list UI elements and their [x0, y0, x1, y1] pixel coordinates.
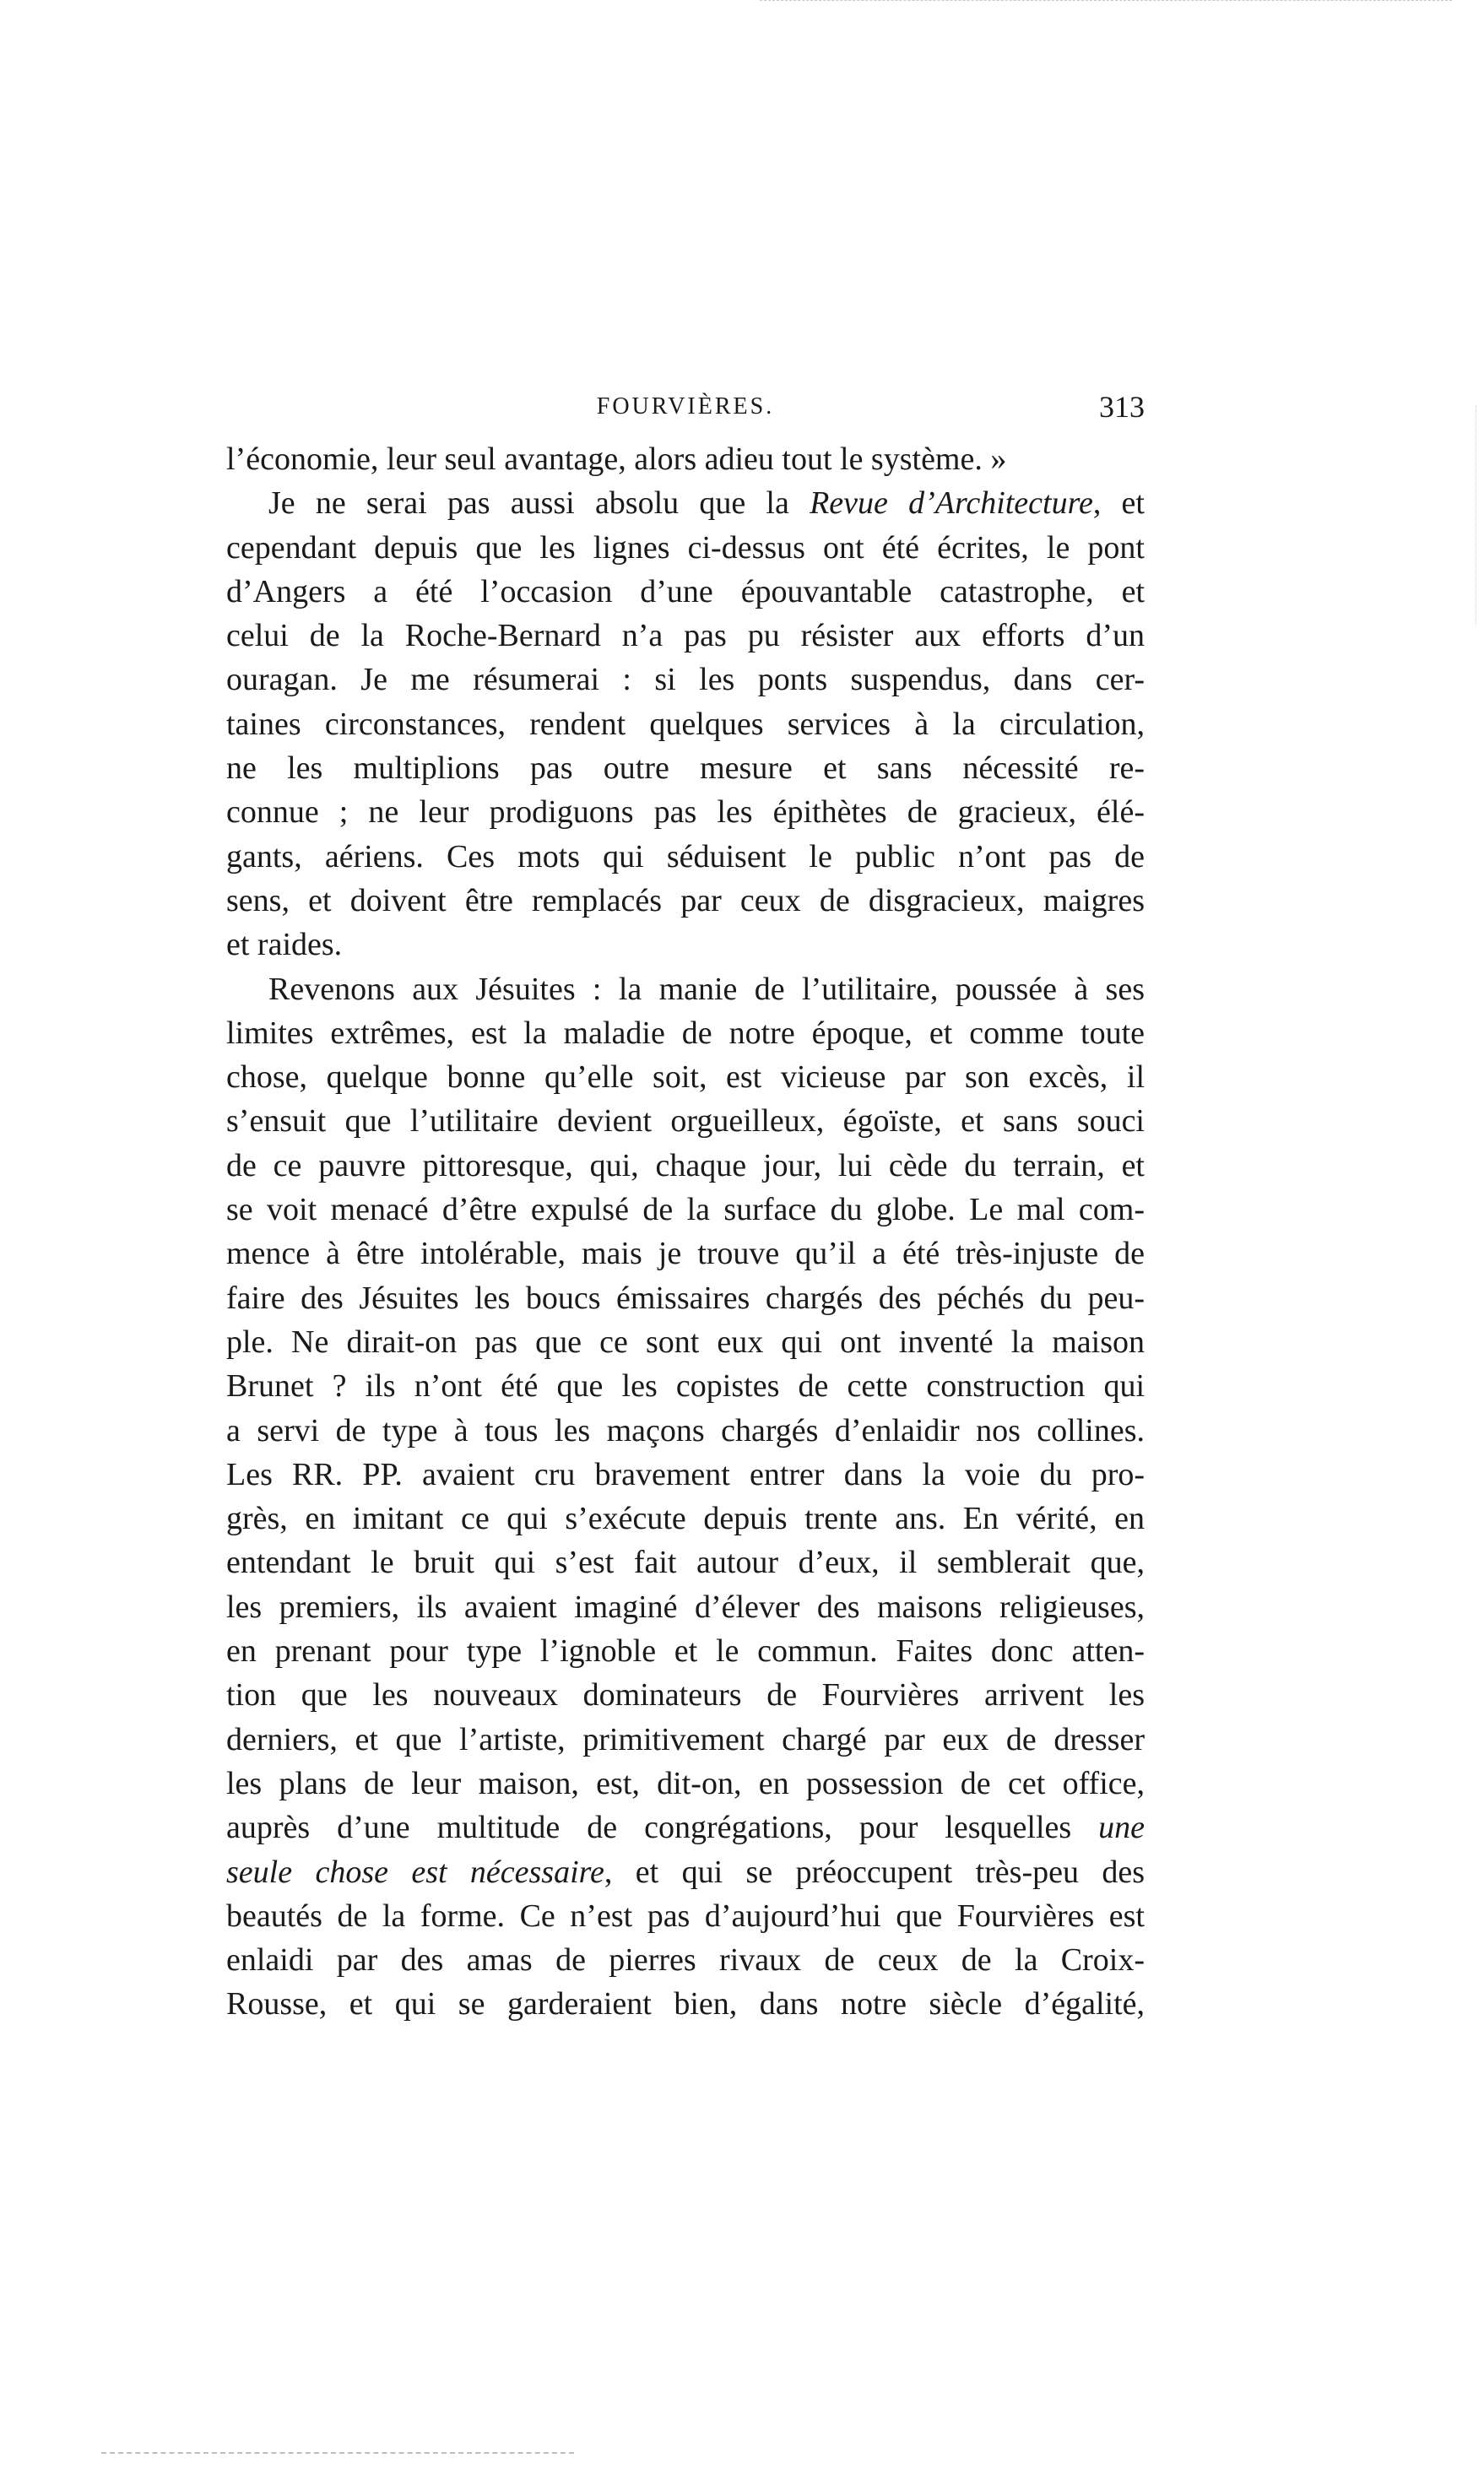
text-line-content: les plans de leur maison, est, dit-on, en possession de cet office,: [226, 1765, 1145, 1801]
text-line: [226, 481, 1145, 525]
text-line-content: entendant le bruit qui s’est fait autour d’eux, il semblerait que,: [226, 1545, 1145, 1581]
text-line-content: ouragan. Je me résumerai : si les ponts suspendus, dans cer-: [226, 662, 1145, 698]
text-line-content: connue ; ne leur prodiguons pas les épithètes de gracieux, élé-: [226, 794, 1145, 831]
text-line-continuation: , et: [1092, 485, 1145, 522]
page-number: 313: [1099, 390, 1145, 424]
text-line: [226, 1409, 1145, 1453]
scan-artifact-bottom: [101, 2452, 574, 2456]
text-line-content: mence à être intolérable, mais je trouve qu’il a été très-injuste de: [226, 1236, 1145, 1272]
running-title: FOURVIÈRES.: [596, 393, 775, 420]
text-line: [226, 1364, 1145, 1408]
text-line: [226, 1894, 1145, 1938]
text-line-content: celui de la Roche-Bernard n’a pas pu résister aux efforts d’un: [226, 618, 1145, 654]
text-line: [226, 1540, 1145, 1584]
text-line-content: ne les multiplions pas outre mesure et sans nécessité re-: [226, 750, 1145, 787]
text-line: [226, 658, 1145, 701]
text-line-content: en prenant pour type l’ignoble et le commun. Faites donc atten-: [226, 1633, 1145, 1670]
text-line-content: Brunet ? ils n’ont été que les copistes de cette construction qui: [226, 1368, 1145, 1405]
text-line: [226, 746, 1145, 790]
text-line-content: chose, quelque bonne qu’elle soit, est vicieuse par son excès, il: [226, 1059, 1145, 1096]
text-line-continuation: , et qui se préoccupent très-peu des: [604, 1854, 1145, 1890]
text-line-content: limites extrêmes, est la maladie de notre époque, et comme toute: [226, 1015, 1145, 1051]
italic-phrase: Revue d’Architecture: [810, 485, 1093, 522]
text-line-content: Revenons aux Jésuites : la manie de l’utilitaire, poussée à ses: [268, 971, 1145, 1007]
text-line: [226, 1232, 1145, 1275]
text-line-content: de ce pauvre pittoresque, qui, chaque jour, lui cède du terrain, et: [226, 1147, 1145, 1183]
text-line: [226, 967, 1145, 1011]
text-line-content: les premiers, ils avaient imaginé d’élever des maisons religieuses,: [226, 1589, 1145, 1625]
text-line-content: Les RR. PP. avaient cru bravement entrer dans la voie du pro-: [226, 1456, 1145, 1492]
text-line: [226, 879, 1145, 923]
text-line-content: grès, en imitant ce qui s’exécute depuis trente ans. En vérité, en: [226, 1501, 1145, 1537]
text-line: [226, 1806, 1145, 1849]
text-line: [226, 437, 1145, 481]
text-line: [226, 1629, 1145, 1673]
text-line-content: beautés de la forme. Ce n’est pas d’aujourd’hui que Fourvières est: [226, 1898, 1145, 1934]
text-line-content: sens, et doivent être remplacés par ceux de disgracieux, maigres: [226, 882, 1145, 918]
text-line: [226, 1762, 1145, 1806]
text-line: [226, 1938, 1145, 1982]
page-header: [226, 387, 1145, 427]
text-line-content: cependant depuis que les lignes ci-dessus ont été écrites, le pont: [226, 529, 1145, 566]
text-line: [226, 835, 1145, 879]
italic-phrase: seule chose est nécessaire: [226, 1854, 604, 1890]
text-line: [226, 526, 1145, 570]
text-line: [226, 1188, 1145, 1232]
text-line: [226, 1718, 1145, 1762]
text-line-content: s’ensuit que l’utilitaire devient orgueilleux, égoïste, et sans souci: [226, 1103, 1145, 1140]
text-line-content: Rousse, et qui se garderaient bien, dans notre siècle d’égalité,: [226, 1986, 1145, 2022]
text-line: [226, 1850, 1145, 1894]
text-line-content: Je ne serai pas aussi absolu que la: [268, 485, 810, 522]
text-line: [226, 923, 1145, 966]
text-line: [226, 570, 1145, 614]
text-line: [226, 614, 1145, 658]
text-line-content: l’économie, leur seul avantage, alors adieu tout le système. »: [226, 441, 1007, 477]
text-line-content: gants, aériens. Ces mots qui séduisent le public n’ont pas de: [226, 838, 1145, 874]
text-line: [226, 1497, 1145, 1540]
text-line-content: a servi de type à tous les maçons chargés d’enlaidir nos collines.: [226, 1412, 1145, 1448]
text-line-content: tion que les nouveaux dominateurs de Fourvières arrivent les: [226, 1677, 1145, 1714]
scan-artifact-right: [1476, 405, 1478, 625]
text-line: [226, 1144, 1145, 1188]
text-line: [226, 1055, 1145, 1099]
text-line: [226, 1320, 1145, 1364]
text-line: [226, 1453, 1145, 1497]
text-line: [226, 1673, 1145, 1717]
text-line: [226, 1982, 1145, 2026]
text-line-content: enlaidi par des amas de pierres rivaux de ceux de la Croix-: [226, 1942, 1145, 1979]
text-line-content: taines circonstances, rendent quelques services à la circulation,: [226, 706, 1145, 742]
text-line-content: d’Angers a été l’occasion d’une épouvantable catastrophe, et: [226, 573, 1145, 609]
text-line: [226, 1276, 1145, 1320]
text-line-content: derniers, et que l’artiste, primitivement chargé par eux de dresser: [226, 1721, 1145, 1757]
text-line-content: ple. Ne dirait-on pas que ce sont eux qui ont inventé la maison: [226, 1324, 1145, 1360]
text-line: [226, 1099, 1145, 1143]
text-line-content: auprès d’une multitude de congrégations, pour lesquelles: [226, 1810, 1099, 1846]
text-line: [226, 1011, 1145, 1055]
text-line: [226, 1585, 1145, 1629]
body-text: [226, 437, 1145, 2027]
text-line-content: faire des Jésuites les boucs émissaires chargés des péchés du peu-: [226, 1280, 1145, 1316]
text-line: [226, 790, 1145, 834]
italic-phrase: une: [1098, 1810, 1145, 1846]
text-line: [226, 702, 1145, 746]
text-line-content: se voit menacé d’être expulsé de la surface du globe. Le mal com-: [226, 1192, 1145, 1228]
scan-artifact-top: [760, 0, 1452, 3]
text-line-content: et raides.: [226, 927, 343, 963]
